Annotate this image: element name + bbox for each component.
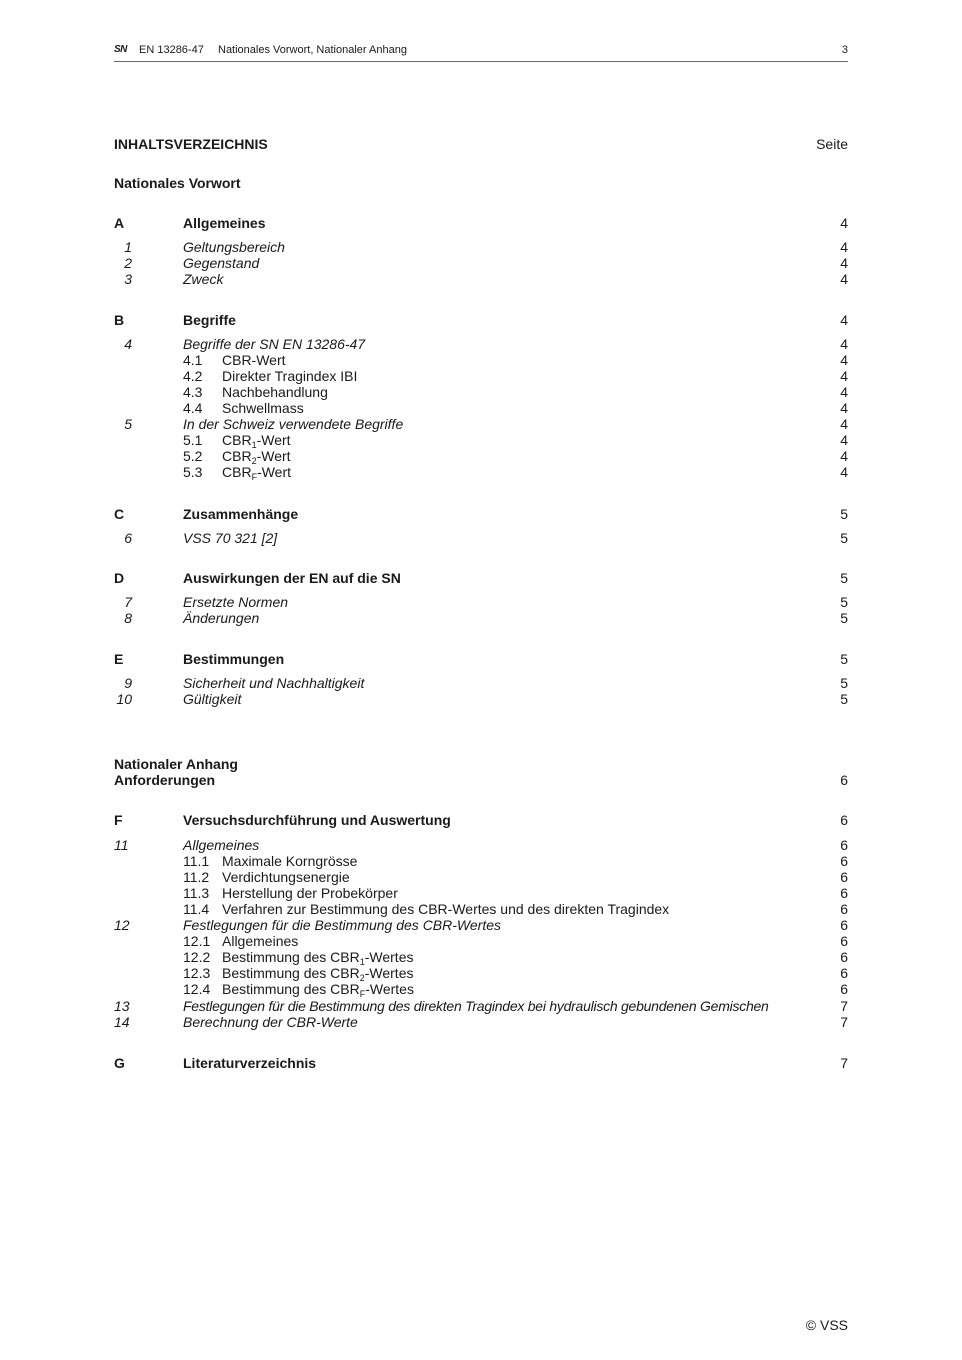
entry-number: 6 xyxy=(124,530,132,546)
entry-title: Gegenstand xyxy=(183,255,260,271)
section-letter: F xyxy=(114,812,123,828)
toc-entry-12-4 xyxy=(114,981,848,997)
subentry-page: 4 xyxy=(840,464,848,480)
toc-anhang-subtitle: Anforderungen xyxy=(114,772,216,788)
entry-number: 5 xyxy=(124,416,132,432)
subentry-page: 4 xyxy=(840,352,848,368)
subentry-title: Verdichtungsenergie xyxy=(222,869,350,885)
section-page: 4 xyxy=(840,312,848,328)
toc-heading-row xyxy=(114,136,848,152)
subentry-number: 12.4 xyxy=(183,981,211,997)
entry-page: 5 xyxy=(840,675,848,691)
toc-entry-12-2 xyxy=(114,949,848,965)
section-page: 4 xyxy=(840,215,848,231)
entry-page: 7 xyxy=(840,1014,848,1030)
subentry-number: 11.3 xyxy=(183,885,210,901)
entry-number: 4 xyxy=(124,336,132,352)
subentry-number: 12.3 xyxy=(183,965,211,981)
entry-page: 4 xyxy=(840,271,848,287)
toc-entry-11-4 xyxy=(114,901,848,917)
toc-entry-1 xyxy=(114,239,848,255)
subentry-title: $CBR_1$-Wert xyxy=(222,432,291,450)
entry-page: 4 xyxy=(840,255,848,271)
section-page: 7 xyxy=(840,1055,848,1071)
section-letter: C xyxy=(114,506,125,522)
toc-entry-7 xyxy=(114,594,848,610)
entry-number: 12 xyxy=(114,917,130,933)
subentry-title: Schwellmass xyxy=(222,400,304,416)
subentry-page: 4 xyxy=(840,384,848,400)
entry-number: 10 xyxy=(116,691,132,707)
toc-entry-5 xyxy=(114,416,848,432)
subentry-number: 11.1 xyxy=(183,853,210,869)
section-title: Begriffe xyxy=(183,312,236,328)
toc-entry-12-1 xyxy=(114,933,848,949)
entry-number: 11 xyxy=(114,837,129,853)
subentry-title: Bestimmung des $CBR_F$-Wertes xyxy=(222,981,414,999)
toc-entry-11 xyxy=(114,837,848,853)
entry-title: Festlegungen für die Bestimmung des direkten Tragindex bei hydraulisch gebundenen Gemischen xyxy=(183,998,769,1014)
header-page-number: 3 xyxy=(841,44,848,56)
page-header xyxy=(114,43,848,62)
section-letter: E xyxy=(114,651,124,667)
entry-title: Sicherheit und Nachhaltigkeit xyxy=(183,675,365,691)
section-letter: B xyxy=(114,312,125,328)
entry-page: 5 xyxy=(840,594,848,610)
toc-section-a xyxy=(114,215,848,231)
entry-title: Gültigkeit xyxy=(183,691,242,707)
header-title: Nationales Vorwort, Nationaler Anhang xyxy=(218,44,407,56)
toc-entry-2 xyxy=(114,255,848,271)
toc-entry-13 xyxy=(114,998,848,1014)
subentry-page: 6 xyxy=(840,933,848,949)
subentry-page: 4 xyxy=(840,448,848,464)
entry-page: 4 xyxy=(840,239,848,255)
subentry-number: 4.3 xyxy=(183,384,203,400)
entry-number: 1 xyxy=(124,239,132,255)
entry-page: 4 xyxy=(840,416,848,432)
subentry-number: 4.2 xyxy=(183,368,203,384)
toc-entry-11-2 xyxy=(114,869,848,885)
header-standard: EN 13286-47 xyxy=(139,44,204,56)
toc-anhang-title: Nationaler Anhang xyxy=(114,756,238,772)
toc-section-d xyxy=(114,570,848,586)
entry-title: Allgemeines xyxy=(183,837,260,853)
subentry-title: $CBR_2$-Wert xyxy=(222,448,291,466)
subentry-title: $CBR_F$-Wert xyxy=(222,464,292,482)
entry-number: 3 xyxy=(124,271,132,287)
toc-entry-9 xyxy=(114,675,848,691)
toc-heading: INHALTSVERZEICHNIS xyxy=(114,136,268,152)
entry-title: In der Schweiz verwendete Begriffe xyxy=(183,416,404,432)
subentry-page: 6 xyxy=(840,853,848,869)
subentry-title: CBR-Wert xyxy=(222,352,286,368)
subentry-title: Direkter Tragindex IBI xyxy=(222,368,358,384)
section-title: Literaturverzeichnis xyxy=(183,1055,317,1071)
toc-anhang-title-row xyxy=(114,756,848,772)
entry-page: 5 xyxy=(840,691,848,707)
entry-page: 5 xyxy=(840,610,848,626)
subentry-number: 11.4 xyxy=(183,901,210,917)
section-letter: D xyxy=(114,570,125,586)
entry-number: 7 xyxy=(124,594,132,610)
entry-number: 13 xyxy=(114,998,130,1014)
sn-logo: SN xyxy=(114,44,127,55)
toc-entry-3 xyxy=(114,271,848,287)
toc-vorwort-title: Nationales Vorwort xyxy=(114,175,241,191)
entry-number: 2 xyxy=(124,255,132,271)
toc-entry-10 xyxy=(114,691,848,707)
toc-anhang-subtitle-row xyxy=(114,772,848,788)
entry-title: Änderungen xyxy=(183,610,260,626)
subentry-title: Verfahren zur Bestimmung des CBR-Wertes und des direkten Tragindex xyxy=(222,901,670,917)
section-title: Auswirkungen der EN auf die SN xyxy=(183,570,401,586)
section-title: Versuchsdurchführung und Auswertung xyxy=(183,812,451,828)
toc-section-f xyxy=(114,812,848,828)
entry-title: Ersetzte Normen xyxy=(183,594,289,610)
subentry-number: 12.1 xyxy=(183,933,211,949)
toc-entry-5-1 xyxy=(114,432,848,448)
entry-title: VSS 70 321 [2] xyxy=(183,530,278,546)
toc-section-g xyxy=(114,1055,848,1071)
subentry-page: 6 xyxy=(840,869,848,885)
toc-entry-8 xyxy=(114,610,848,626)
subentry-number: 5.2 xyxy=(183,448,203,464)
toc-entry-4-3 xyxy=(114,384,848,400)
section-title: Zusammenhänge xyxy=(183,506,299,522)
toc-entry-12-3 xyxy=(114,965,848,981)
entry-page: 7 xyxy=(840,998,848,1014)
toc-section-e xyxy=(114,651,848,667)
toc-entry-4-4 xyxy=(114,400,848,416)
subentry-page: 6 xyxy=(840,949,848,965)
section-page: 5 xyxy=(840,506,848,522)
toc-entry-5-2 xyxy=(114,448,848,464)
toc-entry-5-3 xyxy=(114,464,848,480)
toc-section-b xyxy=(114,312,848,328)
subentry-title: Herstellung der Probekörper xyxy=(222,885,398,901)
subentry-number: 12.2 xyxy=(183,949,211,965)
subentry-page: 6 xyxy=(840,965,848,981)
toc-entry-14 xyxy=(114,1014,848,1030)
subentry-title: Allgemeines xyxy=(222,933,299,949)
section-page: 5 xyxy=(840,570,848,586)
subentry-number: 5.3 xyxy=(183,464,203,480)
section-page: 6 xyxy=(840,812,848,828)
entry-page: 4 xyxy=(840,336,848,352)
subentry-title: Bestimmung des $CBR_1$-Wertes xyxy=(222,949,414,967)
subentry-page: 4 xyxy=(840,368,848,384)
subentry-title: Nachbehandlung xyxy=(222,384,328,400)
section-title: Bestimmungen xyxy=(183,651,285,667)
toc-entry-4-1 xyxy=(114,352,848,368)
entry-title: Geltungsbereich xyxy=(183,239,285,255)
entry-title: Berechnung der CBR-Werte xyxy=(183,1014,358,1030)
toc-section-c xyxy=(114,506,848,522)
subentry-number: 4.4 xyxy=(183,400,203,416)
toc-page-label: Seite xyxy=(816,136,848,152)
section-title: Allgemeines xyxy=(183,215,266,231)
subentry-page: 6 xyxy=(840,901,848,917)
toc-entry-11-3 xyxy=(114,885,848,901)
toc-entry-4 xyxy=(114,336,848,352)
footer-copyright: © VSS xyxy=(805,1317,848,1333)
toc-entry-6 xyxy=(114,530,848,546)
subentry-number: 4.1 xyxy=(183,352,203,368)
toc-anhang-page: 6 xyxy=(840,772,848,788)
subentry-title: Bestimmung des $CBR_2$-Wertes xyxy=(222,965,414,983)
toc-vorwort-title-row xyxy=(114,175,848,191)
section-page: 5 xyxy=(840,651,848,667)
entry-page: 6 xyxy=(840,837,848,853)
subentry-page: 6 xyxy=(840,885,848,901)
entry-number: 9 xyxy=(124,675,132,691)
entry-title: Begriffe der SN EN 13286-47 xyxy=(183,336,366,352)
subentry-page: 6 xyxy=(840,981,848,997)
subentry-page: 4 xyxy=(840,400,848,416)
entry-number: 8 xyxy=(124,610,132,626)
entry-page: 5 xyxy=(840,530,848,546)
entry-page: 6 xyxy=(840,917,848,933)
entry-number: 14 xyxy=(114,1014,130,1030)
toc-entry-4-2 xyxy=(114,368,848,384)
section-letter: A xyxy=(114,215,125,231)
subentry-number: 11.2 xyxy=(183,869,210,885)
subentry-page: 4 xyxy=(840,432,848,448)
toc-entry-12 xyxy=(114,917,848,933)
subentry-number: 5.1 xyxy=(183,432,203,448)
section-letter: G xyxy=(114,1055,125,1071)
entry-title: Zweck xyxy=(183,271,224,287)
toc-entry-11-1 xyxy=(114,853,848,869)
subentry-title: Maximale Korngrösse xyxy=(222,853,358,869)
entry-title: Festlegungen für die Bestimmung des CBR-Wertes xyxy=(183,917,501,933)
